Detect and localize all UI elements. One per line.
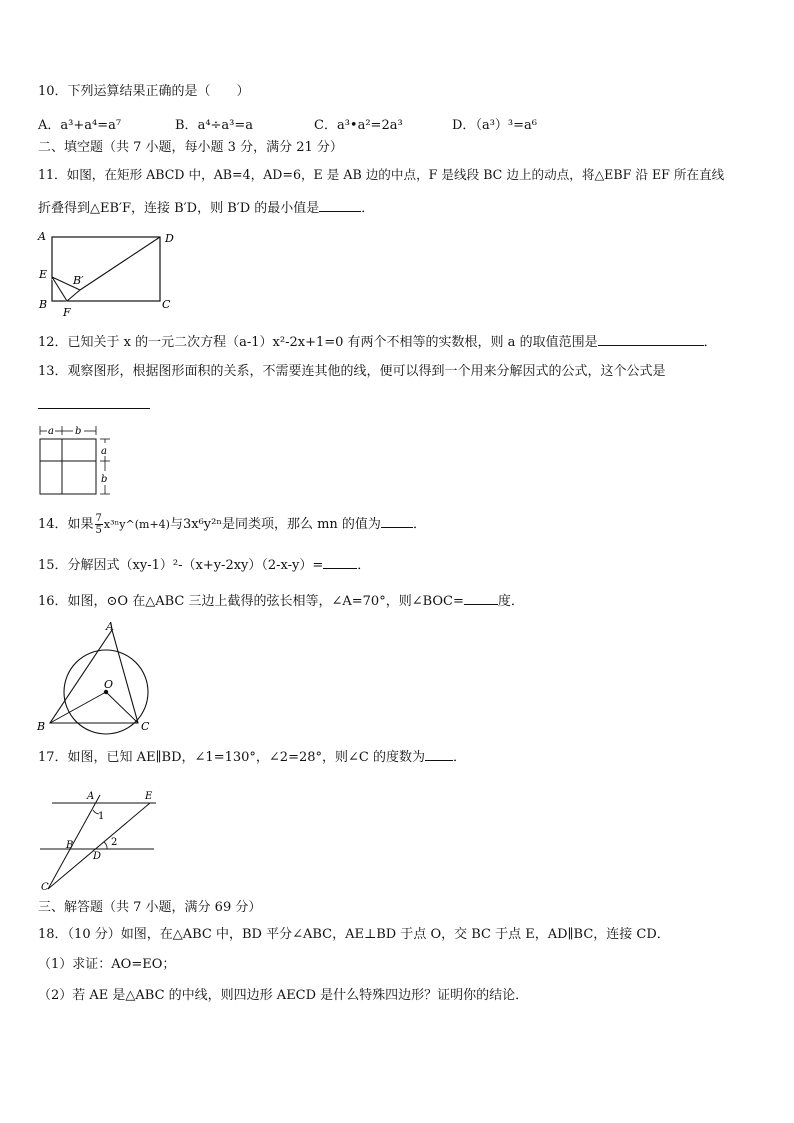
section-3-heading: 三、解答题（共 7 小题，满分 69 分） (38, 900, 262, 915)
label-b: B (39, 298, 48, 311)
answer-blank[interactable] (381, 515, 413, 528)
q14-line: 14．如果 $\frac{7}{5}$ x³ⁿy^(m+4)与3x⁶y²ⁿ是同类项，那么 mn 的值为 ． (38, 513, 426, 536)
q12-line: 12．已知关于 x 的一元二次方程（a-1）x²-2x+1=0 有两个不相等的实数根，则 a 的取值范围是 ． (38, 335, 717, 350)
label-o: O (104, 678, 114, 691)
label-a-top: a (48, 426, 54, 437)
q15-line: 15．分解因式（xy-1）²-（x+y-2xy）（2-x-y）= ． (38, 558, 371, 573)
q11-line2: 折叠得到△EB′F，连接 B′D，则 B′D 的最小值是 ． (38, 201, 375, 216)
label-a: A (87, 791, 95, 802)
label-b: B (37, 720, 46, 733)
q11-figure (36, 226, 176, 318)
label-a: A (38, 230, 46, 243)
label-a-side: a (101, 446, 107, 457)
label-a: A (106, 620, 114, 633)
label-angle-1: 1 (98, 811, 105, 822)
label-e: E (145, 791, 153, 802)
q13-line: 13．观察图形，根据图形面积的关系，不需要连其他的线，便可以得到一个用来分解因式的公式，这个公式是 (38, 364, 666, 379)
answer-blank[interactable] (464, 592, 498, 605)
q17-line: 17．如图，已知 AE∥BD，∠1=130°，∠2=28°，则∠C 的度数为 ． (38, 750, 466, 765)
q13-figure (36, 423, 116, 498)
q10-option-d: D．（a³）³=a⁶ (452, 118, 537, 133)
label-d: D (93, 851, 102, 862)
label-angle-2: 2 (111, 837, 118, 848)
q18-part1: （1）求证：AO=EO； (38, 957, 176, 972)
answer-blank[interactable] (319, 199, 361, 212)
label-b-prime: B′ (73, 274, 84, 287)
label-c: C (141, 720, 150, 733)
fraction: $\frac{7}{5}$ (95, 513, 102, 536)
q17-figure (38, 786, 160, 892)
label-f: F (63, 306, 71, 318)
q16-line: 16．如图，⊙O 在△ABC 三边上截得的弦长相等，∠A=70°，则∠BOC= 度． (38, 594, 524, 609)
label-d: D (165, 232, 174, 245)
answer-blank[interactable] (598, 333, 704, 346)
q10-option-b: B．a⁴÷a³=a (175, 118, 254, 133)
section-2-heading: 二、填空题（共 7 小题，每小题 3 分，满分 21 分） (38, 140, 343, 155)
q18-stem: 18．（10 分）如图，在△ABC 中，BD 平分∠ABC，AE⊥BD 于点 O，交 BC 于点 E，AD∥BC，连接 CD． (38, 927, 670, 942)
q11-line1: 11．如图，在矩形 ABCD 中，AB=4，AD=6，E 是 AB 边的中点，F 是线段 BC 边上的动点，将△EBF 沿 EF 所在直线 (38, 167, 725, 182)
q10-stem: 10．下列运算结果正确的是（ ） (38, 84, 250, 99)
label-b-top: b (75, 426, 82, 437)
label-c: C (41, 882, 49, 892)
q18-part2: （2）若 AE 是△ABC 的中线，则四边形 AECD 是什么特殊四边形？证明你的结论． (38, 988, 529, 1003)
q16-figure (34, 618, 164, 736)
label-b-side: b (101, 474, 108, 485)
label-c: C (162, 298, 171, 311)
label-e: E (39, 268, 48, 281)
q10-option-a: A．a³+a⁴=a⁷ (38, 118, 122, 133)
q13-answer-blank[interactable] (38, 408, 150, 409)
answer-blank[interactable] (323, 556, 357, 569)
label-b: B (66, 840, 74, 851)
answer-blank[interactable] (425, 748, 453, 761)
q10-option-c: C．a³•a²=2a³ (314, 118, 403, 133)
